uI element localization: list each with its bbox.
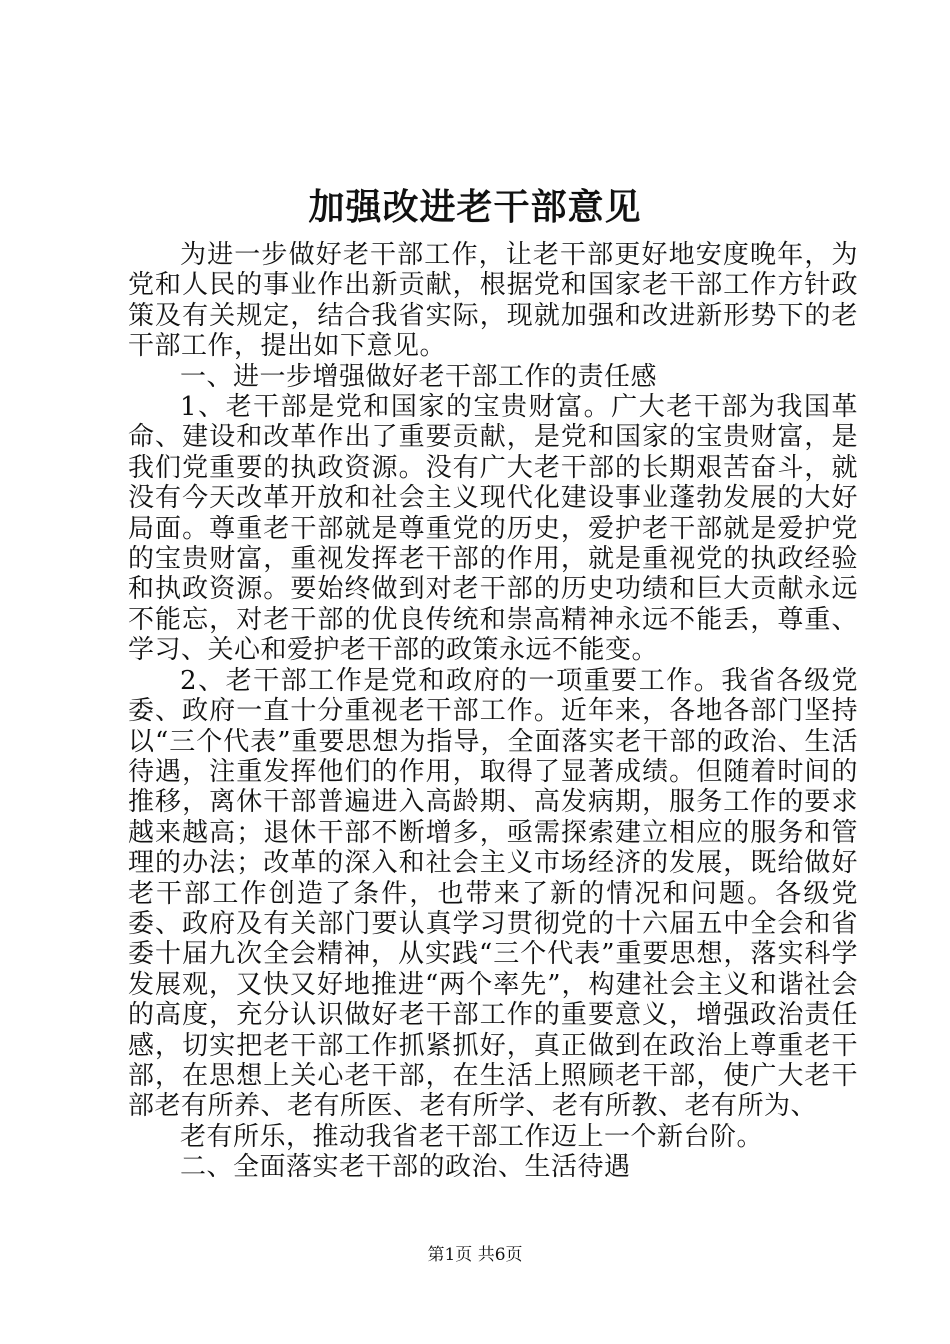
section-heading-2: 二、全面落实老干部的政治、生活待遇 bbox=[180, 1152, 631, 1183]
paragraph-item-2: 2、老干部工作是党和政府的一项重要工作。我省各级党委、政府一直十分重视老干部工作。近年来，各地各部门坚持以“三个代表”重要思想为指导，全面落实老干部的政治、生活待遇，注重发挥他们的作用，取得了显著成绩。但随着时间的推移，离休干部普遍进入高龄期、高发病期，服务工作的要求越来越高；退休干部不断增多，亟需探索建立相应的服务和管理的办法；改革的深入和社会主义市场经济的发展，既给做好老干部工作创造了条件，也带来了新的情况和问题。各级党委、政府及有关部门要认真学习贯彻党的十六届五中全会和省委十届九次全会精神，从实践“三个代表”重要思想，落实科学发展观，又快又好地推进“两个率先”，构建社会主义和谐社会的高度，充分认识做好老干部工作的重要意义，增强政治责任感，切实把老干部工作抓紧抓好，真正做到在政治上尊重老干部，在思想上关心老干部，在生活上照顾老干部，使广大老干部老有所养、老有所医、老有所学、老有所教、老有所为、 bbox=[128, 665, 858, 1122]
document-title: 加强改进老干部意见 bbox=[308, 186, 642, 228]
intro-paragraph: 为进一步做好老干部工作，让老干部更好地安度晚年，为党和人民的事业作出新贡献，根据党和国家老干部工作方针政策及有关规定，结合我省实际，现就加强和改进新形势下的老干部工作，提出如下意见。 bbox=[128, 240, 858, 362]
document-body bbox=[128, 240, 858, 1183]
paragraph-item-1: 1、老干部是党和国家的宝贵财富。广大老干部为我国革命、建设和改革作出了重要贡献，是党和国家的宝贵财富，是我们党重要的执政资源。没有广大老干部的长期艰苦奋斗，就没有今天改革开放和社会主义现代化建设事业蓬勃发展的大好局面。尊重老干部就是尊重党的历史，爱护老干部就是爱护党的宝贵财富，重视发挥老干部的作用，就是重视党的执政经验和执政资源。要始终做到对老干部的历史功绩和巨大贡献永远不能忘，对老干部的优良传统和崇高精神永远不能丢，尊重、学习、关心和爱护老干部的政策永远不能变。 bbox=[128, 392, 858, 666]
page-footer: 第1页 共6页 bbox=[427, 1245, 523, 1265]
section-heading-1: 一、进一步增强做好老干部工作的责任感 bbox=[180, 361, 658, 392]
paragraph-continuation: 老有所乐，推动我省老干部工作迈上一个新台阶。 bbox=[180, 1121, 764, 1152]
